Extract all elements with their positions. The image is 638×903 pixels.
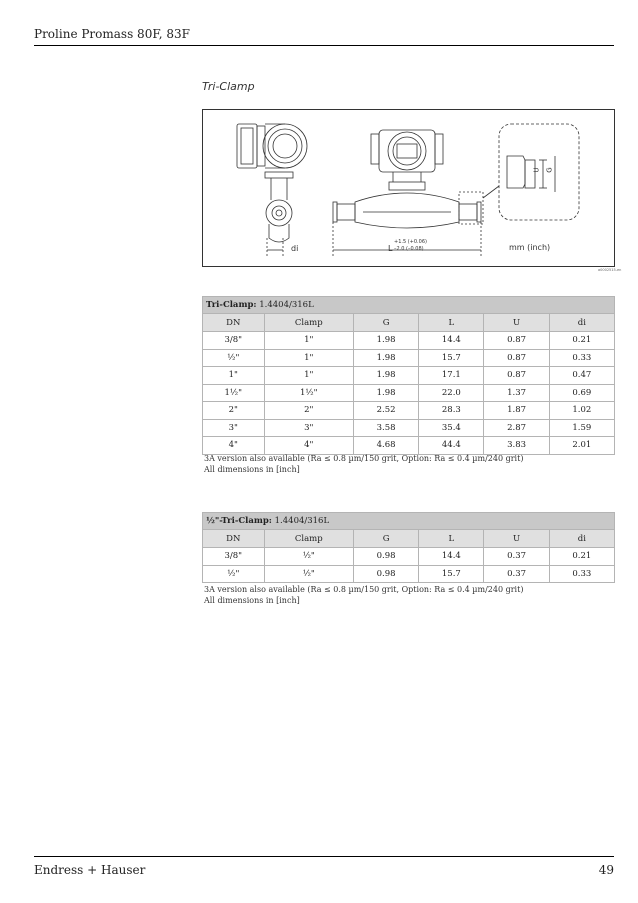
cell: 0.37 bbox=[484, 548, 549, 566]
cell: ½" bbox=[264, 548, 353, 566]
cell: 1" bbox=[203, 367, 265, 385]
label-u: U bbox=[532, 167, 541, 173]
tri-clamp-table bbox=[202, 296, 615, 455]
note-units: All dimensions in [inch] bbox=[204, 595, 300, 605]
cell: 3.58 bbox=[353, 419, 418, 437]
cell: 0.87 bbox=[484, 332, 549, 350]
cell: 1.98 bbox=[353, 367, 418, 385]
label-g: G bbox=[545, 167, 554, 173]
cell: 1" bbox=[264, 349, 353, 367]
cell: 15.7 bbox=[419, 565, 484, 583]
cell: 1" bbox=[264, 367, 353, 385]
col-header: U bbox=[484, 314, 549, 332]
table-row bbox=[203, 419, 615, 437]
cell: 0.47 bbox=[549, 367, 614, 385]
table-caption: ½"-Tri-Clamp: 1.4404/316L bbox=[203, 513, 615, 530]
table1-notes bbox=[204, 454, 523, 475]
col-header: G bbox=[353, 314, 418, 332]
cell: 4.68 bbox=[353, 437, 418, 455]
cell: 35.4 bbox=[419, 419, 484, 437]
half-inch-tri-clamp-table bbox=[202, 512, 615, 583]
cell: 15.7 bbox=[419, 349, 484, 367]
cell: 3" bbox=[264, 419, 353, 437]
cell: 2.87 bbox=[484, 419, 549, 437]
cell: ½" bbox=[264, 565, 353, 583]
col-header: Clamp bbox=[264, 314, 353, 332]
cell: 17.1 bbox=[419, 367, 484, 385]
note-3a: 3A version also available (Ra ≤ 0.8 µm/150 grit, Option: Ra ≤ 0.4 µm/240 grit) bbox=[204, 454, 524, 463]
cell: 14.4 bbox=[419, 548, 484, 566]
table-row bbox=[203, 565, 615, 583]
cell: 0.98 bbox=[353, 548, 418, 566]
cell: 0.87 bbox=[484, 367, 549, 385]
table-row bbox=[203, 332, 615, 350]
figure-id: a0002515-en bbox=[598, 268, 622, 272]
cell: 0.21 bbox=[549, 548, 614, 566]
cell: ½" bbox=[203, 349, 265, 367]
dimension-drawing bbox=[202, 109, 615, 267]
label-tolerance-plus: +1.5 (+0.06) bbox=[394, 239, 427, 245]
col-header: L bbox=[419, 530, 484, 548]
cell: 22.0 bbox=[419, 384, 484, 402]
col-header: G bbox=[353, 530, 418, 548]
side-view-transmitter bbox=[237, 124, 307, 256]
cell: 3/8" bbox=[203, 548, 265, 566]
footer-brand: Endress + Hauser bbox=[34, 863, 146, 877]
cell: ½" bbox=[203, 565, 265, 583]
table-row bbox=[203, 402, 615, 420]
label-tolerance-minus: –2.0 (–0.08) bbox=[394, 246, 424, 252]
cell: 1.87 bbox=[484, 402, 549, 420]
col-header: Clamp bbox=[264, 530, 353, 548]
cell: 2.52 bbox=[353, 402, 418, 420]
footer-rule bbox=[34, 856, 614, 857]
table-header-row bbox=[203, 530, 615, 548]
cell: 3" bbox=[203, 419, 265, 437]
cell: 0.69 bbox=[549, 384, 614, 402]
page-number: 49 bbox=[598, 863, 614, 877]
label-l: L bbox=[388, 244, 393, 253]
cell: 0.21 bbox=[549, 332, 614, 350]
cell: 3.83 bbox=[484, 437, 549, 455]
cell: 1.59 bbox=[549, 419, 614, 437]
cell: 0.87 bbox=[484, 349, 549, 367]
col-header: DN bbox=[203, 530, 265, 548]
col-header: U bbox=[484, 530, 549, 548]
cell: 44.4 bbox=[419, 437, 484, 455]
col-header: di bbox=[549, 314, 614, 332]
table-caption: Tri-Clamp: 1.4404/316L bbox=[203, 297, 615, 314]
col-header: di bbox=[549, 530, 614, 548]
header-rule bbox=[34, 45, 614, 46]
cell: 4" bbox=[264, 437, 353, 455]
table-row bbox=[203, 349, 615, 367]
front-view-transmitter bbox=[333, 130, 481, 256]
cell: 14.4 bbox=[419, 332, 484, 350]
table-row bbox=[203, 367, 615, 385]
table-row bbox=[203, 548, 615, 566]
cell: 0.98 bbox=[353, 565, 418, 583]
table-row bbox=[203, 384, 615, 402]
running-header: Proline Promass 80F, 83F bbox=[34, 27, 191, 41]
table-row bbox=[203, 437, 615, 455]
table-header-row bbox=[203, 314, 615, 332]
col-header: DN bbox=[203, 314, 265, 332]
cell: 1.02 bbox=[549, 402, 614, 420]
cell: 1.37 bbox=[484, 384, 549, 402]
cell: 1½" bbox=[203, 384, 265, 402]
section-title: Tri-Clamp bbox=[202, 80, 255, 93]
cell: 2.01 bbox=[549, 437, 614, 455]
label-units: mm (inch) bbox=[509, 243, 551, 252]
cell: 28.3 bbox=[419, 402, 484, 420]
cell: 1.98 bbox=[353, 349, 418, 367]
cell: 1.98 bbox=[353, 384, 418, 402]
note-units: All dimensions in [inch] bbox=[204, 464, 300, 474]
cell: 3/8" bbox=[203, 332, 265, 350]
cell: 1" bbox=[264, 332, 353, 350]
cell: 1½" bbox=[264, 384, 353, 402]
cell: 1.98 bbox=[353, 332, 418, 350]
cell: 0.37 bbox=[484, 565, 549, 583]
cell: 4" bbox=[203, 437, 265, 455]
label-di: di bbox=[291, 244, 299, 253]
note-3a: 3A version also available (Ra ≤ 0.8 µm/150 grit, Option: Ra ≤ 0.4 µm/240 grit) bbox=[204, 585, 524, 594]
cell: 2" bbox=[203, 402, 265, 420]
cell: 2" bbox=[264, 402, 353, 420]
col-header: L bbox=[419, 314, 484, 332]
cell: 0.33 bbox=[549, 565, 614, 583]
cell: 0.33 bbox=[549, 349, 614, 367]
table2-notes bbox=[204, 585, 523, 606]
